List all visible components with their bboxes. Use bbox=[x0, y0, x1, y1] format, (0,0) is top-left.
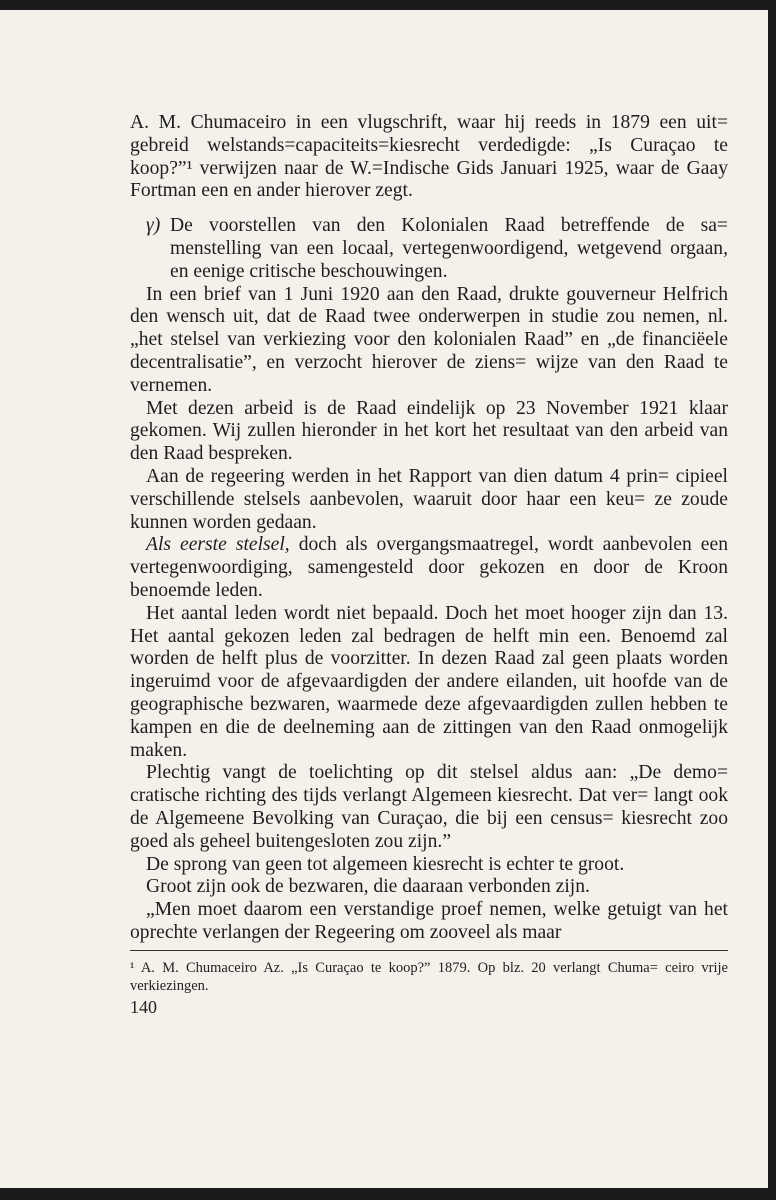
paragraph-arbeid: Met dezen arbeid is de Raad eindelijk op 23 November 1921 klaar gekomen. Wij zullen hieronder in het kort het resultaat van den arbeid van den Raad bespreken. bbox=[130, 397, 728, 465]
book-page bbox=[0, 10, 768, 1188]
footnote: ¹ A. M. Chumaceiro Az. „Is Curaçao te koop?” 1879. Op blz. 20 verlangt Chuma= ceiro vrije verkiezingen. bbox=[130, 959, 728, 995]
footnote-divider bbox=[130, 950, 728, 951]
paragraph-brief: In een brief van 1 Juni 1920 aan den Raad, drukte gouverneur Helfrich den wensch uit, dat de Raad twee onderwerpen in studie zou nemen, nl. „het stelsel van verkiezing voor den kolonialen Raad” en „de financiëele decentralisatie”, en verzocht hierover de ziens= wijze van den Raad te vernemen. bbox=[130, 283, 728, 396]
page-number: 140 bbox=[130, 996, 157, 1017]
section-heading-text: De voorstellen van den Kolonialen Raad betreffende de sa= menstelling van een locaal, vertegenwoordigend, wetgevend orgaan, en eenige critische beschouwingen. bbox=[170, 215, 728, 282]
paragraph-groot: Groot zijn ook de bezwaren, die daaraan verbonden zijn. bbox=[146, 876, 590, 898]
paragraph-regeering: Aan de regeering werden in het Rapport van dien datum 4 prin= cipieel verschillende stelsels aanbevolen, waaruit door haar een keu= ze zoude kunnen worden gedaan. bbox=[130, 465, 728, 533]
paragraph-eerste-stelsel bbox=[130, 534, 728, 602]
paragraph-plechtig: Plechtig vangt de toelichting op dit stelsel aldus aan: „De demo= cratische richting des tijds verlangt Algemeen kiesrecht. Dat ver= langt ook de Algemeene Bevolking van Curaçao, die bij een census= kiesrecht zoo goed als geheel buitengesloten zou zijn.” bbox=[130, 762, 728, 852]
body-text bbox=[130, 112, 728, 1018]
section-marker: γ) bbox=[146, 215, 161, 237]
paragraph-proef: „Men moet daarom een verstandige proef nemen, welke getuigt van het oprechte verlangen der Regeering om zooveel als maar bbox=[130, 899, 728, 943]
paragraph-intro: A. M. Chumaceiro in een vlugschrift, waar hij reeds in 1879 een uit= gebreid welstands=capaciteits=kiesrecht verdedigde: „Is Curaçao te koop?”¹ verwijzen naar de W.=Indische Gids Januari 1925, waar de Gaay Fortman een en ander hierover zegt. bbox=[130, 112, 728, 202]
paragraph-leden: Het aantal leden wordt niet bepaald. Doch het moet hooger zijn dan 13. Het aantal gekozen leden zal bedragen de helft min een. Benoemd zal worden de helft plus de voorzitter. In dezen Raad zal geen plaats worden ingeruimd voor de afgevaardigden der andere eilanden, uit hoofde van de geographische bezwaren, waarmede deze afgevaardigden zullen hebben te kampen en die de deelneming aan de zittingen van den Raad onmogelijk maken. bbox=[130, 602, 728, 761]
section-heading bbox=[130, 215, 728, 283]
emphasis-eerste-stelsel: Als eerste stelsel, bbox=[146, 534, 290, 556]
paragraph-sprong: De sprong van geen tot algemeen kiesrecht is echter te groot. bbox=[146, 853, 625, 875]
paragraph-eerste-stelsel-rest: doch als overgangsmaatregel, wordt aanbevolen een vertegenwoordiging, samengesteld door gekozen en door de Kroon benoemde leden. bbox=[130, 534, 728, 601]
